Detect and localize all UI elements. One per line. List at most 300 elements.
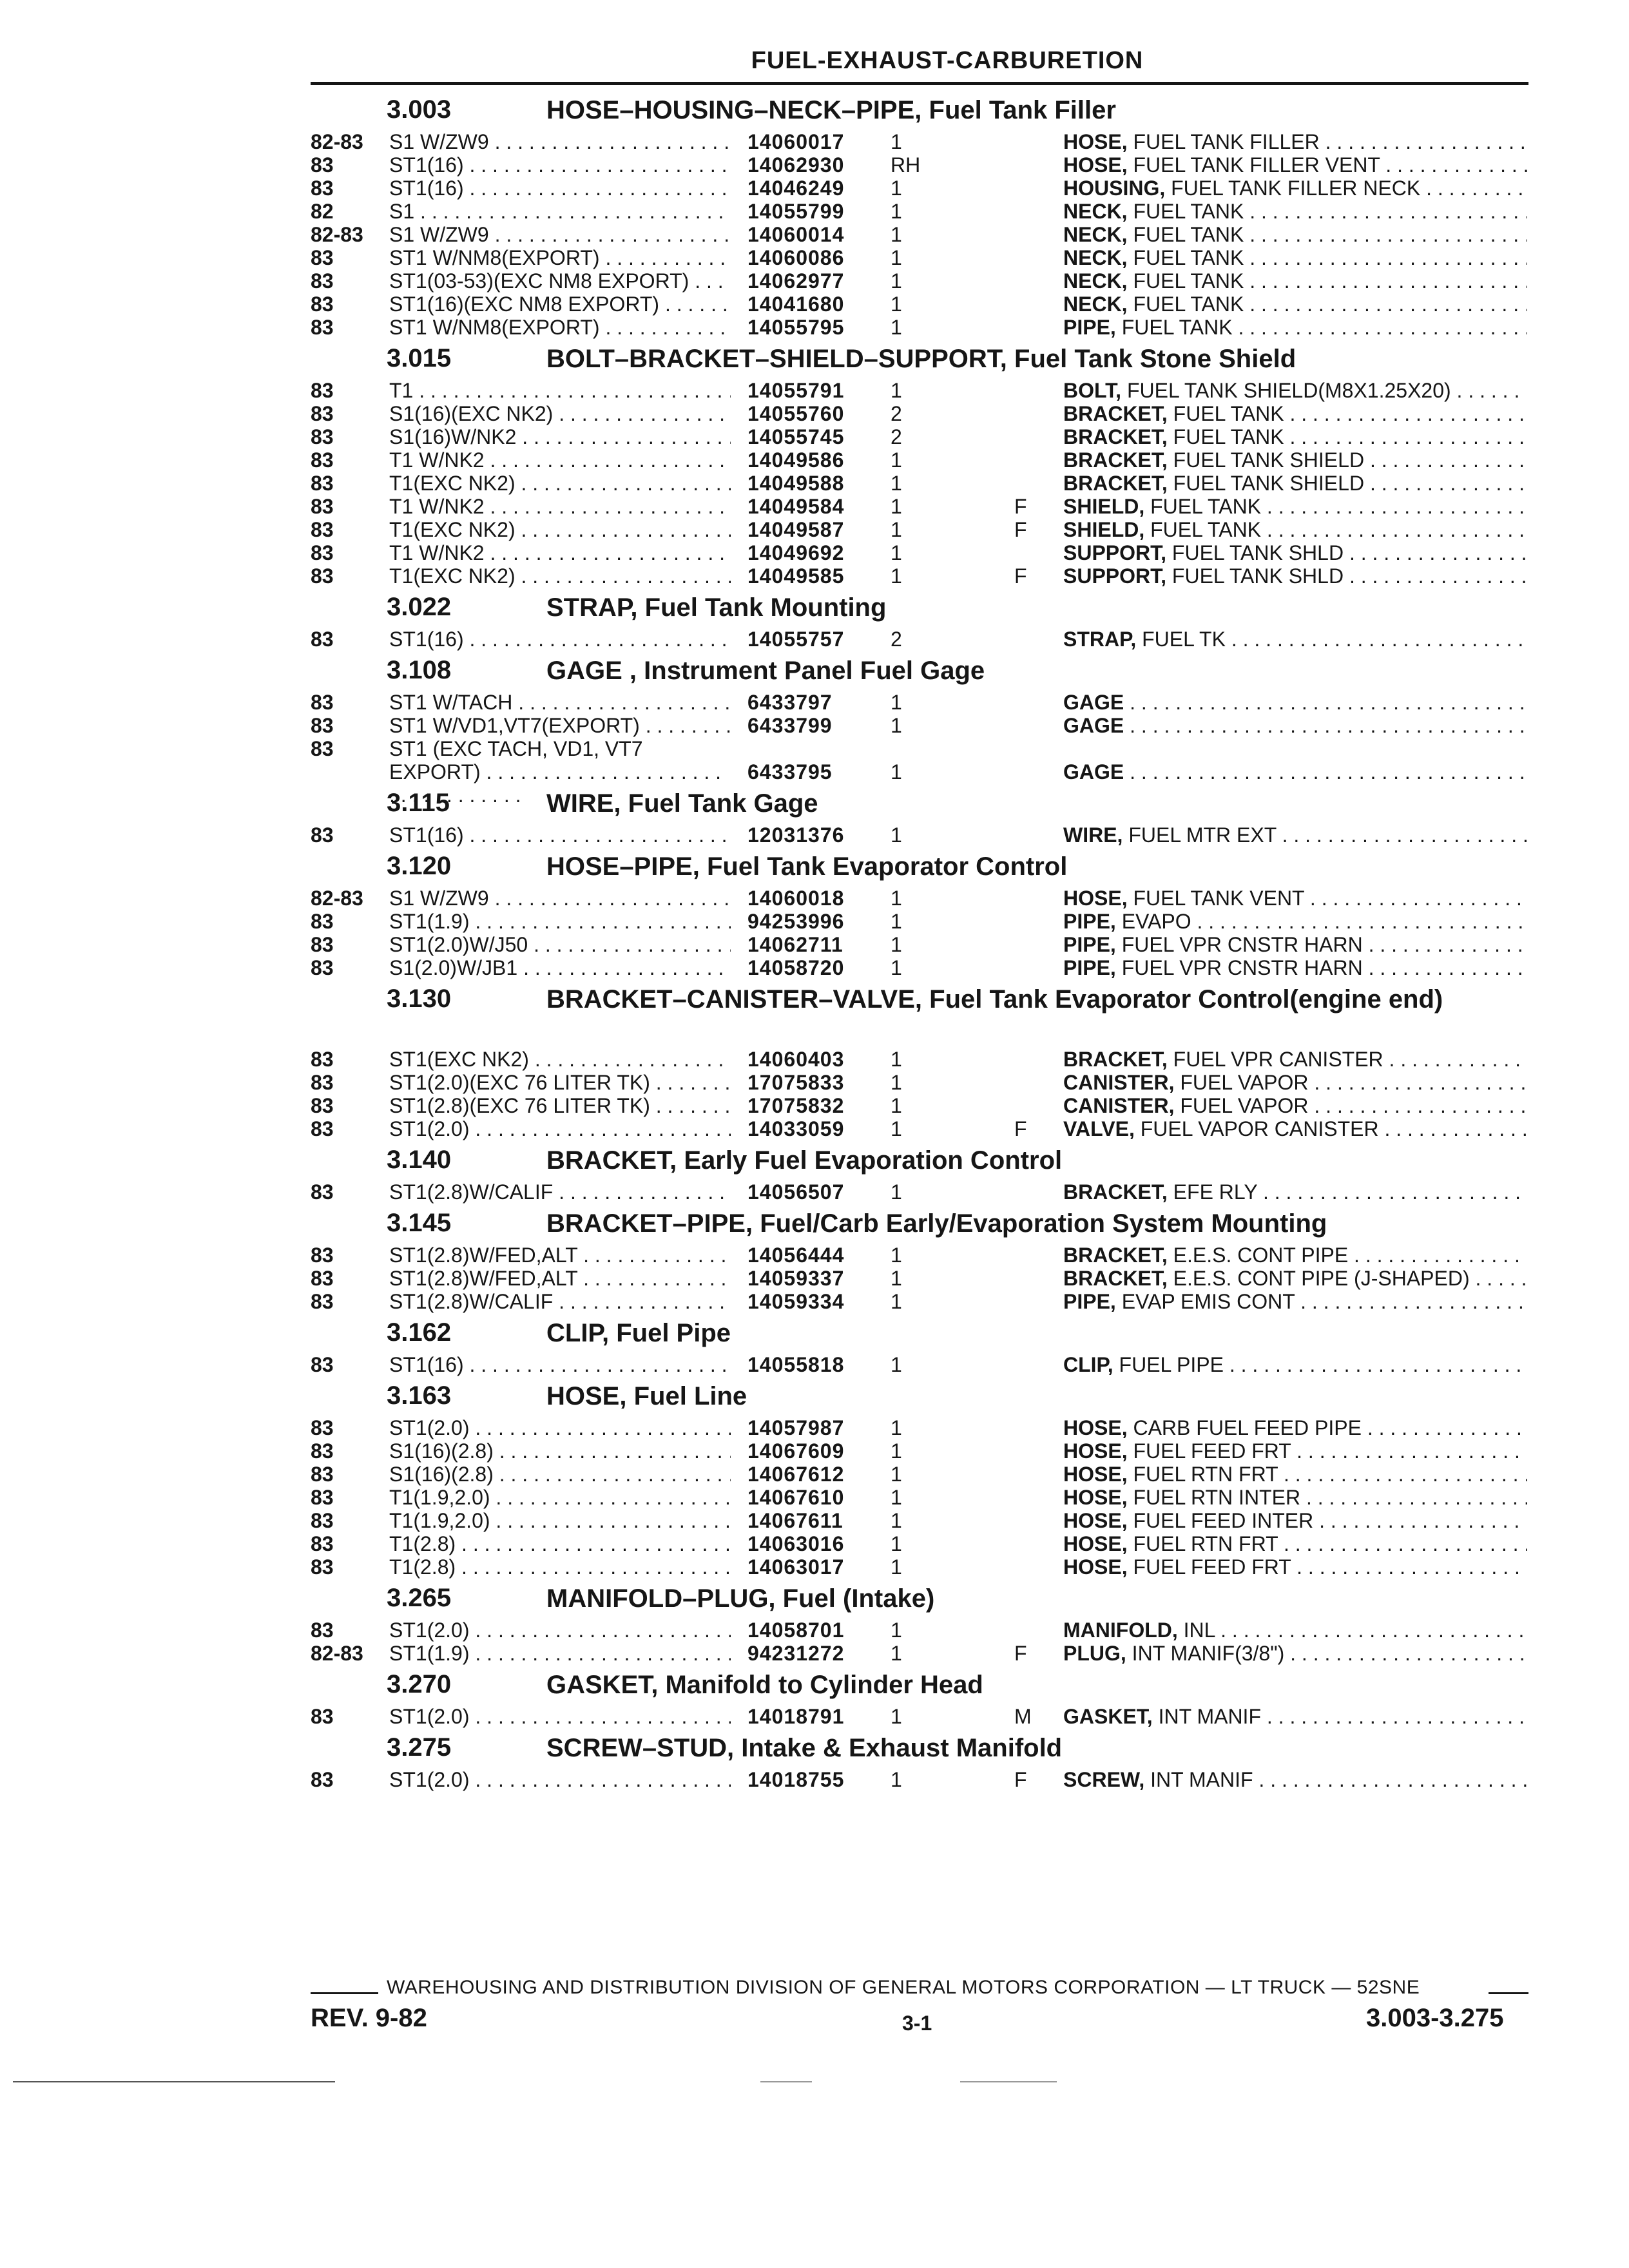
- part-modifier: FUEL TANK . . .: [1150, 518, 1527, 541]
- usage-flag: F: [1014, 495, 1027, 518]
- section-title: [546, 345, 1507, 372]
- part-noun: CANISTER,: [1063, 1071, 1175, 1094]
- quantity: 1: [891, 1094, 902, 1117]
- part-modifier: FUEL FEED INTER . . .: [1133, 1509, 1527, 1532]
- section-header: [0, 783, 1629, 823]
- section-header: [0, 651, 1629, 691]
- part-description: [1063, 541, 1527, 564]
- part-number: 14049587: [747, 518, 845, 541]
- part-noun: PIPE,: [1063, 910, 1116, 933]
- catalog-row: [0, 448, 1629, 472]
- part-noun: NECK,: [1063, 293, 1128, 316]
- section-title: [546, 853, 1507, 880]
- part-description: [1063, 1244, 1527, 1267]
- usage-code: ST1 W/NM8(EXPORT) . . .: [389, 316, 731, 339]
- part-number: 14063016: [747, 1532, 845, 1555]
- quantity: 1: [891, 1705, 902, 1728]
- section-title-sub: Fuel Line: [633, 1382, 747, 1410]
- part-noun: BRACKET,: [1063, 472, 1168, 495]
- usage-code: T1(EXC NK2) . . .: [389, 564, 731, 588]
- model-year: 83: [311, 425, 334, 448]
- section-header: [0, 1140, 1629, 1180]
- part-description: [1063, 1768, 1527, 1791]
- usage-code: S1(16)(2.8) . . .: [389, 1463, 731, 1486]
- section-title: [546, 986, 1507, 1013]
- section-number: 3.015: [387, 344, 452, 372]
- part-number: 14067609: [747, 1439, 845, 1463]
- part-modifier: [1130, 760, 1527, 783]
- section-title-sub: Fuel (Intake): [782, 1584, 935, 1613]
- part-noun: HOSE,: [1063, 1439, 1128, 1463]
- quantity: 1: [891, 518, 902, 541]
- part-noun: PIPE,: [1063, 933, 1116, 956]
- part-description: [1063, 1439, 1527, 1463]
- part-modifier: FUEL TANK . . .: [1173, 402, 1527, 425]
- usage-code: ST1(16) . . .: [389, 153, 731, 177]
- section-header: [0, 1204, 1629, 1244]
- part-number: 17075833: [747, 1071, 845, 1094]
- catalog-row: [0, 737, 1629, 783]
- catalog-row: [0, 1267, 1629, 1290]
- catalog-row: [0, 293, 1629, 316]
- section-title: [546, 1671, 1507, 1698]
- quantity: 1: [891, 1486, 902, 1509]
- usage-code: ST1(2.8)W/CALIF . . .: [389, 1290, 731, 1313]
- section-header: [0, 1665, 1629, 1705]
- quantity: 1: [891, 1267, 902, 1290]
- catalog-row: [0, 269, 1629, 293]
- catalog-row: [0, 887, 1629, 910]
- part-modifier: FUEL TANK SHLD . . .: [1172, 541, 1527, 564]
- usage-flag: M: [1014, 1705, 1032, 1728]
- quantity: 1: [891, 246, 902, 269]
- section-number: 3.108: [387, 656, 452, 684]
- usage-code: ST1(2.0) . . .: [389, 1416, 731, 1439]
- section-title-main: STRAP,: [546, 593, 638, 622]
- part-description: [1063, 1094, 1527, 1117]
- part-description: [1063, 1290, 1527, 1313]
- part-number: 14055757: [747, 628, 845, 651]
- scan-artifact-line: [13, 2081, 335, 2082]
- part-modifier: FUEL TANK . . .: [1133, 223, 1527, 246]
- part-modifier: INL . . .: [1184, 1619, 1527, 1642]
- section-title-sub: Fuel Tank Stone Shield: [1014, 345, 1296, 373]
- footer-rule-right: [1489, 1992, 1528, 1994]
- section-number: 3.003: [387, 95, 452, 124]
- part-description: [1063, 269, 1527, 293]
- part-description: [1063, 425, 1527, 448]
- part-noun: HOSE,: [1063, 1463, 1128, 1486]
- part-number: 14018755: [747, 1768, 845, 1791]
- usage-code: ST1(1.9) . . .: [389, 1642, 731, 1665]
- section-title-sub: Fuel Tank Mounting: [644, 593, 887, 622]
- part-modifier: FUEL TANK FILLER NECK . . .: [1171, 177, 1527, 200]
- part-number: 6433799: [747, 714, 833, 737]
- part-modifier: FUEL VAPOR CANISTER . . .: [1141, 1117, 1527, 1140]
- part-modifier: FUEL TANK SHIELD(M8X1.25X20) . . .: [1127, 379, 1527, 402]
- catalog-row: [0, 1642, 1629, 1665]
- section-header: [0, 847, 1629, 887]
- part-number: 14060018: [747, 887, 845, 910]
- part-modifier: FUEL VPR CNSTR HARN . . .: [1122, 956, 1527, 979]
- usage-flag: F: [1014, 564, 1027, 588]
- section-title-sub: Fuel Pipe: [616, 1319, 731, 1347]
- part-number: 14060017: [747, 130, 845, 153]
- catalog-row: [0, 1353, 1629, 1376]
- part-number: 14060403: [747, 1048, 845, 1071]
- usage-code: S1(2.0)W/JB1 . . .: [389, 956, 731, 979]
- part-description: [1063, 628, 1527, 651]
- section-title: [546, 1585, 1507, 1612]
- part-description: [1063, 495, 1527, 518]
- section-title-main: GAGE ,: [546, 657, 637, 685]
- part-modifier: FUEL TANK FILLER VENT . . .: [1133, 153, 1527, 177]
- part-number: 14055745: [747, 425, 845, 448]
- usage-code: S1(16)(2.8) . . .: [389, 1439, 731, 1463]
- usage-code: T1(EXC NK2) . . .: [389, 472, 731, 495]
- header-rule: [311, 82, 1528, 85]
- part-number: 14049584: [747, 495, 845, 518]
- part-noun: GASKET,: [1063, 1705, 1153, 1728]
- part-description: [1063, 1642, 1527, 1665]
- quantity: 1: [891, 1048, 902, 1071]
- usage-code: ST1(16)(EXC NM8 EXPORT) . . .: [389, 293, 731, 316]
- catalog-row: [0, 425, 1629, 448]
- part-number: 14062711: [747, 933, 843, 956]
- model-year: 82: [311, 200, 334, 223]
- part-modifier: FUEL MTR EXT . . .: [1128, 823, 1527, 847]
- part-number: 14067612: [747, 1463, 845, 1486]
- part-description: [1063, 1555, 1527, 1579]
- part-noun: PIPE,: [1063, 1290, 1116, 1313]
- part-number: 14067610: [747, 1486, 845, 1509]
- usage-code: ST1(2.8)W/CALIF . . .: [389, 1180, 731, 1204]
- model-year: 82-83: [311, 1642, 363, 1665]
- model-year: 83: [311, 518, 334, 541]
- catalog-row: [0, 1094, 1629, 1117]
- section-title-main: MANIFOLD–PLUG,: [546, 1584, 776, 1613]
- part-number: 14060014: [747, 223, 845, 246]
- section-number: 3.022: [387, 593, 452, 621]
- section-title-sub: Fuel Tank Evaporator Control: [707, 852, 1068, 881]
- part-modifier: FUEL TK . . .: [1142, 628, 1527, 651]
- quantity: 2: [891, 425, 902, 448]
- footer-publisher: WAREHOUSING AND DISTRIBUTION DIVISION OF GENERAL MOTORS CORPORATION — LT TRUCK — 52SNE: [387, 1977, 1420, 1998]
- part-noun: HOSE,: [1063, 1416, 1128, 1439]
- section-title-main: BRACKET,: [546, 1146, 677, 1175]
- quantity: 1: [891, 1619, 902, 1642]
- section-title: [546, 594, 1507, 621]
- part-description: [1063, 293, 1527, 316]
- model-year: 83: [311, 1532, 334, 1555]
- model-year: 83: [311, 1071, 334, 1094]
- section-header: [0, 339, 1629, 379]
- usage-code: ST1(1.9) . . .: [389, 910, 731, 933]
- part-description: [1063, 1705, 1527, 1728]
- part-noun: BRACKET,: [1063, 402, 1168, 425]
- part-description: [1063, 1416, 1527, 1439]
- model-year: 83: [311, 402, 334, 425]
- part-noun: HOSE,: [1063, 1509, 1128, 1532]
- model-year: 83: [311, 1439, 334, 1463]
- catalog-row: [0, 628, 1629, 651]
- quantity: 1: [891, 177, 902, 200]
- catalog-row: [0, 564, 1629, 588]
- part-description: [1063, 153, 1527, 177]
- part-number: 14062977: [747, 269, 845, 293]
- part-modifier: FUEL TANK . . .: [1133, 200, 1527, 223]
- quantity: 2: [891, 628, 902, 651]
- catalog-row: [0, 1463, 1629, 1486]
- section-title: [546, 1735, 1507, 1762]
- page-title: FUEL-EXHAUST-CARBURETION: [751, 47, 1144, 74]
- quantity: 1: [891, 495, 902, 518]
- usage-flag: F: [1014, 1642, 1027, 1665]
- quantity: 1: [891, 379, 902, 402]
- usage-code: ST1(EXC NK2) . . .: [389, 1048, 731, 1071]
- usage-code: T1 W/NK2 . . .: [389, 495, 731, 518]
- catalog-row: [0, 379, 1629, 402]
- section-header: [0, 1376, 1629, 1416]
- section-title-main: WIRE,: [546, 789, 621, 818]
- usage-code: ST1(16) . . .: [389, 823, 731, 847]
- part-description: [1063, 1180, 1527, 1204]
- catalog-row: [0, 177, 1629, 200]
- part-description: [1063, 714, 1527, 737]
- usage-flag: F: [1014, 1768, 1027, 1791]
- part-description: [1063, 760, 1527, 783]
- part-number: 14067611: [747, 1509, 843, 1532]
- catalog-row: [0, 402, 1629, 425]
- quantity: 1: [891, 1180, 902, 1204]
- model-year: 83: [311, 910, 334, 933]
- part-number: 14049585: [747, 564, 845, 588]
- part-noun: BOLT,: [1063, 379, 1122, 402]
- part-description: [1063, 956, 1527, 979]
- catalog-row: [0, 316, 1629, 339]
- model-year: 83: [311, 1180, 334, 1204]
- part-number: 94253996: [747, 910, 845, 933]
- part-number: 14049692: [747, 541, 845, 564]
- parts-catalog-body: [0, 90, 1629, 1791]
- footer-section-range: 3.003-3.275: [1366, 2004, 1504, 2032]
- model-year: 83: [311, 495, 334, 518]
- model-year: 83: [311, 1244, 334, 1267]
- model-year: 83: [311, 1117, 334, 1140]
- usage-code: T1 W/NK2 . . .: [389, 541, 731, 564]
- catalog-row: [0, 1768, 1629, 1791]
- model-year: 82-83: [311, 887, 363, 910]
- usage-code: T1(1.9,2.0) . . .: [389, 1486, 731, 1509]
- model-year: 83: [311, 1619, 334, 1642]
- section-header: [0, 1313, 1629, 1353]
- part-noun: HOSE,: [1063, 153, 1128, 177]
- part-modifier: FUEL PIPE . . .: [1119, 1353, 1527, 1376]
- catalog-row: [0, 130, 1629, 153]
- part-description: [1063, 1353, 1527, 1376]
- part-description: [1063, 402, 1527, 425]
- usage-code: ST1(16) . . .: [389, 1353, 731, 1376]
- catalog-row: [0, 518, 1629, 541]
- part-noun: MANIFOLD,: [1063, 1619, 1178, 1642]
- catalog-row: [0, 541, 1629, 564]
- catalog-row: [0, 200, 1629, 223]
- section-title: [546, 790, 1507, 817]
- quantity: 1: [891, 887, 902, 910]
- part-modifier: FUEL TANK . . .: [1133, 269, 1527, 293]
- section-title-sub: Fuel Tank Evaporator Control(engine end): [929, 985, 1443, 1014]
- part-modifier: FUEL VAPOR . . .: [1180, 1094, 1527, 1117]
- quantity: 1: [891, 223, 902, 246]
- part-modifier: FUEL TANK . . .: [1133, 246, 1527, 269]
- part-number: 14058720: [747, 956, 845, 979]
- part-noun: SHIELD,: [1063, 518, 1145, 541]
- usage-code: ST1 W/NM8(EXPORT) . . .: [389, 246, 731, 269]
- model-year: 83: [311, 316, 334, 339]
- usage-code: T1(2.8) . . .: [389, 1555, 731, 1579]
- model-year: 82-83: [311, 130, 363, 153]
- quantity: 1: [891, 1768, 902, 1791]
- section-title: [546, 1383, 1507, 1410]
- catalog-row: [0, 223, 1629, 246]
- part-modifier: FUEL TANK . . .: [1173, 425, 1527, 448]
- part-number: 14055818: [747, 1353, 845, 1376]
- quantity: 1: [891, 933, 902, 956]
- part-noun: VALVE,: [1063, 1117, 1135, 1140]
- quantity: 1: [891, 200, 902, 223]
- section-title-sub: Fuel Tank Gage: [628, 789, 818, 818]
- part-noun: BRACKET,: [1063, 1244, 1168, 1267]
- part-description: [1063, 1486, 1527, 1509]
- part-description: [1063, 448, 1527, 472]
- scan-artifact-line: [960, 2081, 1057, 2082]
- section-title: [546, 657, 1507, 684]
- quantity: 1: [891, 1244, 902, 1267]
- section-title-main: BRACKET–PIPE,: [546, 1209, 753, 1238]
- part-description: [1063, 1532, 1527, 1555]
- part-noun: NECK,: [1063, 246, 1128, 269]
- catalog-row: [0, 933, 1629, 956]
- part-description: [1063, 1463, 1527, 1486]
- catalog-row: [0, 495, 1629, 518]
- model-year: 83: [311, 1048, 334, 1071]
- model-year: 82-83: [311, 223, 363, 246]
- part-number: 14055799: [747, 200, 845, 223]
- usage-code: ST1(2.8)W/FED,ALT . . .: [389, 1267, 731, 1290]
- part-number: 14062930: [747, 153, 845, 177]
- section-number: 3.270: [387, 1670, 452, 1698]
- model-year: 83: [311, 448, 334, 472]
- model-year: 83: [311, 956, 334, 979]
- catalog-row: [0, 1290, 1629, 1313]
- catalog-row: [0, 823, 1629, 847]
- model-year: 83: [311, 628, 334, 651]
- usage-code: S1 W/ZW9 . . .: [389, 887, 731, 910]
- model-year: 83: [311, 293, 334, 316]
- section-title-main: SCREW–STUD,: [546, 1734, 735, 1762]
- footer-revision: REV. 9-82: [311, 2004, 427, 2032]
- part-noun: SCREW,: [1063, 1768, 1145, 1791]
- part-noun: BRACKET,: [1063, 1267, 1168, 1290]
- quantity: 1: [891, 910, 902, 933]
- part-noun: HOSE,: [1063, 130, 1128, 153]
- catalog-row: [0, 1532, 1629, 1555]
- section-number: 3.275: [387, 1733, 452, 1762]
- catalog-row: [0, 246, 1629, 269]
- quantity: 1: [891, 956, 902, 979]
- catalog-row: [0, 1705, 1629, 1728]
- part-number: 14046249: [747, 177, 845, 200]
- model-year: 83: [311, 541, 334, 564]
- part-noun: NECK,: [1063, 200, 1128, 223]
- model-year: 83: [311, 177, 334, 200]
- quantity: 1: [891, 472, 902, 495]
- part-number: 14056444: [747, 1244, 845, 1267]
- part-number: 14059337: [747, 1267, 845, 1290]
- section-title-main: BRACKET–CANISTER–VALVE,: [546, 985, 923, 1014]
- part-modifier: [1130, 691, 1527, 714]
- model-year: 83: [311, 1509, 334, 1532]
- part-number: 14060086: [747, 246, 845, 269]
- quantity: 1: [891, 541, 902, 564]
- section-number: 3.115: [387, 789, 450, 817]
- part-modifier: E.E.S. CONT PIPE (J-SHAPED) . . .: [1173, 1267, 1527, 1290]
- part-noun: CANISTER,: [1063, 1094, 1175, 1117]
- part-description: [1063, 887, 1527, 910]
- catalog-row: [0, 1416, 1629, 1439]
- part-description: [1063, 1267, 1527, 1290]
- section-number: 3.130: [387, 985, 452, 1013]
- part-modifier: FUEL TANK SHLD . . .: [1172, 564, 1527, 588]
- quantity: 1: [891, 1642, 902, 1665]
- section-title: [546, 1320, 1507, 1347]
- usage-code: ST1(2.0)W/J50 . . .: [389, 933, 731, 956]
- usage-code: ST1(2.0) . . .: [389, 1768, 731, 1791]
- quantity: 1: [891, 1509, 902, 1532]
- part-noun: PIPE,: [1063, 316, 1116, 339]
- part-description: [1063, 1619, 1527, 1642]
- catalog-row: [0, 910, 1629, 933]
- usage-code: ST1(2.0) . . .: [389, 1619, 731, 1642]
- part-modifier: INT MANIF . . .: [1150, 1768, 1527, 1791]
- quantity: 2: [891, 402, 902, 425]
- usage-code: T1(2.8) . . .: [389, 1532, 731, 1555]
- part-modifier: FUEL VPR CNSTR HARN . . .: [1122, 933, 1527, 956]
- part-modifier: FUEL FEED FRT . . .: [1133, 1439, 1527, 1463]
- part-modifier: FUEL TANK . . .: [1150, 495, 1527, 518]
- catalog-row: [0, 1244, 1629, 1267]
- usage-code: ST1(2.0) . . .: [389, 1117, 731, 1140]
- quantity: 1: [891, 1071, 902, 1094]
- model-year: 83: [311, 472, 334, 495]
- model-year: 83: [311, 1463, 334, 1486]
- quantity: RH: [891, 153, 921, 177]
- part-number: 14049588: [747, 472, 845, 495]
- catalog-row: [0, 1071, 1629, 1094]
- part-description: [1063, 379, 1527, 402]
- quantity: 1: [891, 714, 902, 737]
- model-year: 83: [311, 564, 334, 588]
- usage-code: T1 W/NK2 . . .: [389, 448, 731, 472]
- part-modifier: CARB FUEL FEED PIPE . . .: [1133, 1416, 1527, 1439]
- part-noun: NECK,: [1063, 269, 1128, 293]
- catalog-row: [0, 1555, 1629, 1579]
- catalog-row: [0, 1619, 1629, 1642]
- part-noun: STRAP,: [1063, 628, 1137, 651]
- usage-code: ST1(16) . . .: [389, 628, 731, 651]
- section-title-main: GASKET,: [546, 1671, 659, 1699]
- usage-code: S1 W/ZW9 . . .: [389, 130, 731, 153]
